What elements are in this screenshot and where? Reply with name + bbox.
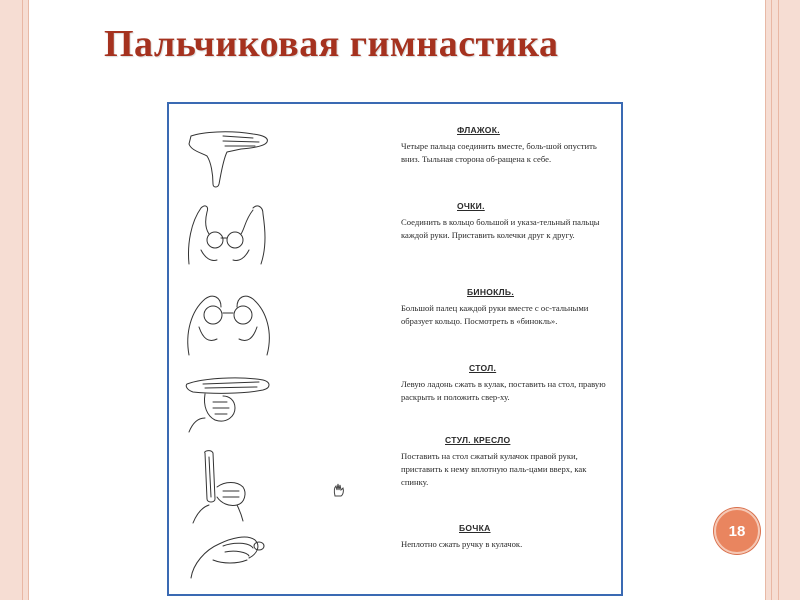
barrel-hand-icon xyxy=(191,537,264,578)
exercise-description: Поставить на стол сжатый кулачок правой руки, приставить к нему вплотную паль-цами вверх, как спинку. xyxy=(401,451,587,487)
exercise-description: Неплотно сжать ручку в кулачок. xyxy=(401,539,523,549)
exercise-title: СТОЛ. xyxy=(469,363,497,373)
slide-title: Пальчиковая гимнастика xyxy=(104,23,559,65)
exercise-title: БИНОКЛЬ. xyxy=(467,287,514,297)
exercise-title: СТУЛ. КРЕСЛО xyxy=(445,435,511,445)
chair-hands-icon xyxy=(193,451,245,523)
exercise-description: Левую ладонь сжать в кулак, поставить на стол, правую раскрыть и положить свер-ху. xyxy=(401,379,606,402)
flag-hand-icon xyxy=(189,132,267,187)
glasses-hands-icon xyxy=(189,206,266,264)
exercise-chair xyxy=(401,434,607,489)
exercise-description: Соединить в кольцо большой и указа-тельный пальцы каждой руки. Приставить колечки друг к другу. xyxy=(401,217,600,240)
exercise-glasses xyxy=(401,200,607,242)
exercise-sheet xyxy=(167,102,623,596)
exercise-binoculars xyxy=(401,286,607,328)
exercise-barrel xyxy=(401,522,607,551)
exercise-title: ОЧКИ. xyxy=(457,201,485,211)
page-number-badge: 18 xyxy=(714,508,760,554)
exercise-title: ФЛАЖОК. xyxy=(457,125,500,135)
small-hand-icon xyxy=(332,482,346,498)
exercise-description: Четыре пальца соединить вместе, боль-шой опустить вниз. Тыльная сторона об-ращена к себе. xyxy=(401,141,597,164)
table-hands-icon xyxy=(186,378,269,432)
exercise-description: Большой палец каждой руки вместе с ос-тальными образует кольцо. Посмотреть в «бинокль». xyxy=(401,303,589,326)
exercise-flag xyxy=(401,124,607,166)
left-decorative-rail xyxy=(0,0,29,600)
exercise-table xyxy=(401,362,607,404)
hand-illustrations xyxy=(183,122,283,582)
right-decorative-rail xyxy=(765,0,800,600)
binoculars-hands-icon xyxy=(188,296,270,355)
exercise-title: БОЧКА xyxy=(459,523,491,533)
